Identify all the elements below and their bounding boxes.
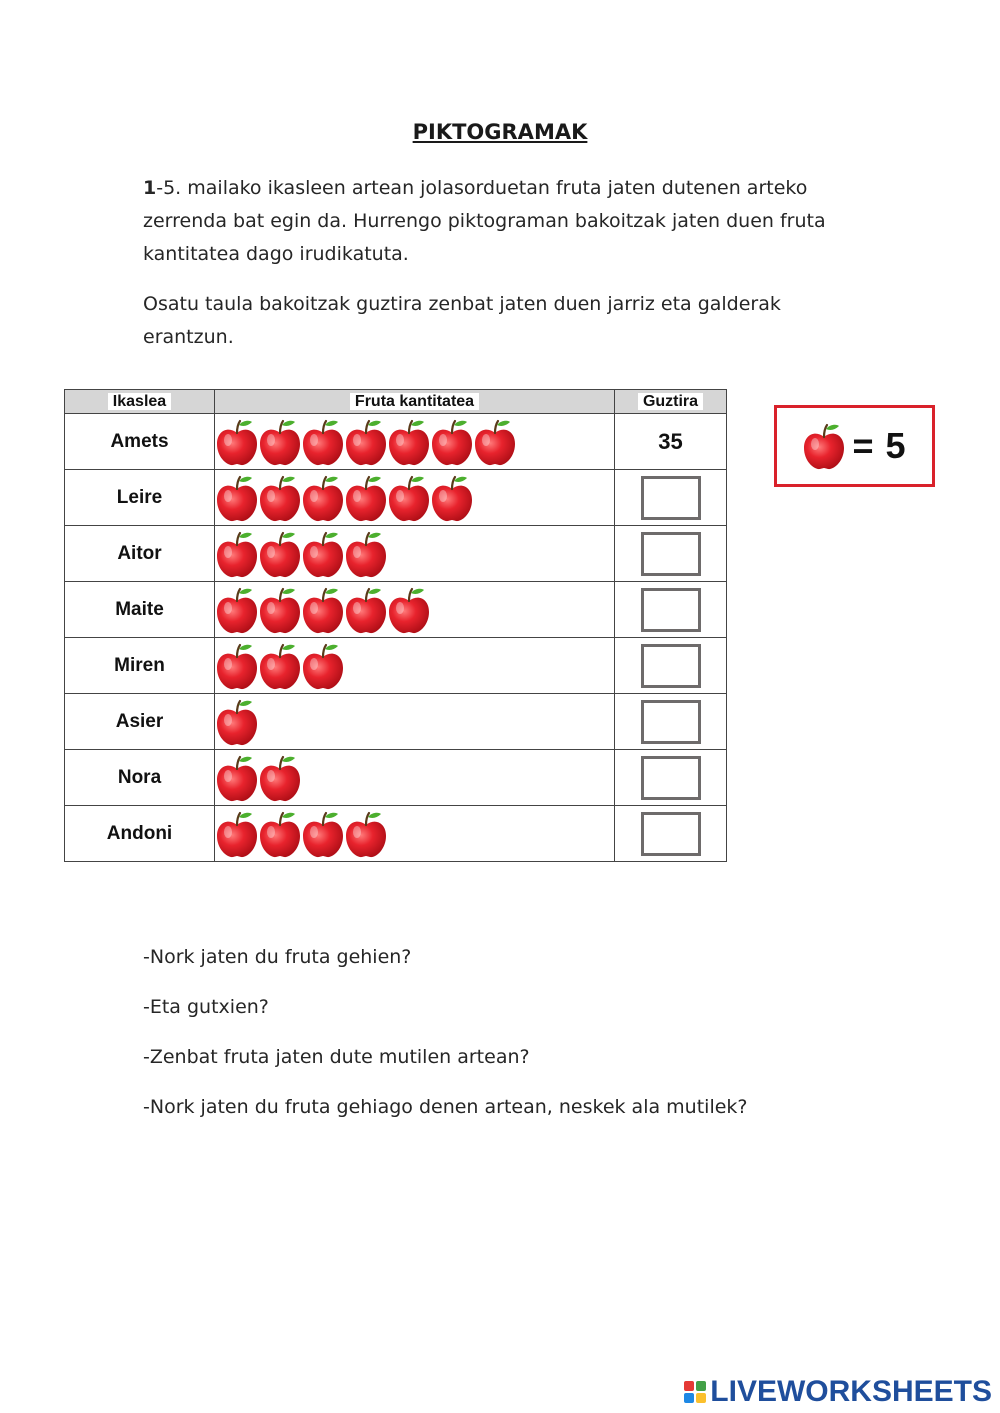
total-cell (615, 694, 727, 750)
header-student: Ikaslea (65, 390, 215, 414)
apple-icon (344, 529, 388, 579)
question-list (143, 940, 748, 1140)
apple-icon (344, 417, 388, 467)
apple-icon (258, 529, 302, 579)
total-answer-input[interactable] (641, 812, 701, 856)
table-row (65, 470, 727, 526)
pictogram-table (64, 389, 727, 862)
apple-icon (344, 585, 388, 635)
liveworksheets-logo (684, 1375, 992, 1409)
fruit-pictogram-cell (215, 750, 615, 806)
total-cell (615, 638, 727, 694)
apple-icon (215, 753, 259, 803)
fruit-pictogram-cell (215, 806, 615, 862)
total-cell (615, 750, 727, 806)
apple-icon (215, 417, 259, 467)
apple-icon (387, 417, 431, 467)
intro-paragraph (143, 172, 843, 271)
fruit-pictogram-cell (215, 638, 615, 694)
apple-icon (258, 753, 302, 803)
intro-text: -5. mailako ikasleen artean jolasorduetan fruta jaten dutenen arteko zerrenda bat egin da. Hurrengo piktograman bakoitzak jaten duen fruta kantitatea dago irudikatuta. (143, 177, 826, 265)
total-answer-input[interactable] (641, 588, 701, 632)
apple-icon (258, 641, 302, 691)
student-name: Aitor (65, 526, 215, 582)
table-row (65, 582, 727, 638)
apple-icon (802, 421, 846, 471)
table-row (65, 638, 727, 694)
total-cell (615, 582, 727, 638)
total-cell (615, 806, 727, 862)
student-name: Miren (65, 638, 215, 694)
apple-icon (301, 473, 345, 523)
question-2: -Eta gutxien? (143, 996, 269, 1018)
table-header-row (65, 390, 727, 414)
total-answer-input[interactable] (641, 644, 701, 688)
fruit-pictogram-cell (215, 526, 615, 582)
student-name: Andoni (65, 806, 215, 862)
fruit-pictogram-cell (215, 414, 615, 470)
apple-icon (215, 809, 259, 859)
total-answer-input[interactable] (641, 756, 701, 800)
fruit-pictogram-cell (215, 582, 615, 638)
student-name: Leire (65, 470, 215, 526)
brand-logo-icon (684, 1381, 706, 1403)
apple-icon (430, 473, 474, 523)
apple-icon (387, 585, 431, 635)
brand-name: LIVEWORKSHEETS (710, 1375, 992, 1408)
student-name: Maite (65, 582, 215, 638)
student-name: Amets (65, 414, 215, 470)
fruit-pictogram-cell (215, 470, 615, 526)
page-title: PIKTOGRAMAK (412, 120, 588, 144)
apple-icon (301, 529, 345, 579)
apple-icon (473, 417, 517, 467)
question-4: -Nork jaten du fruta gehiago denen artean, neskek ala mutilek? (143, 1096, 748, 1118)
apple-icon (301, 809, 345, 859)
apple-icon (344, 809, 388, 859)
total-cell (615, 470, 727, 526)
header-total: Guztira (615, 390, 727, 414)
question-3: -Zenbat fruta jaten dute mutilen artean? (143, 1046, 530, 1068)
legend-key (774, 405, 935, 487)
apple-icon (215, 641, 259, 691)
apple-icon (215, 585, 259, 635)
total-cell (615, 414, 727, 470)
intro-number: 1 (143, 177, 157, 199)
apple-icon (258, 585, 302, 635)
table-row (65, 414, 727, 470)
student-name: Nora (65, 750, 215, 806)
header-fruit-quantity: Fruta kantitatea (215, 390, 615, 414)
apple-icon (258, 417, 302, 467)
total-answer-input[interactable] (641, 700, 701, 744)
apple-icon (387, 473, 431, 523)
apple-icon (258, 809, 302, 859)
apple-icon (301, 417, 345, 467)
student-name: Asier (65, 694, 215, 750)
total-value: 35 (658, 428, 683, 454)
legend-value: = 5 (852, 425, 907, 466)
total-answer-input[interactable] (641, 476, 701, 520)
apple-icon (215, 697, 259, 747)
apple-icon (344, 473, 388, 523)
apple-icon (430, 417, 474, 467)
apple-icon (301, 585, 345, 635)
apple-icon (258, 473, 302, 523)
apple-icon (215, 529, 259, 579)
total-answer-input[interactable] (641, 532, 701, 576)
apple-icon (215, 473, 259, 523)
fruit-pictogram-cell (215, 694, 615, 750)
question-1: -Nork jaten du fruta gehien? (143, 946, 412, 968)
table-row (65, 526, 727, 582)
table-row (65, 750, 727, 806)
table-row (65, 694, 727, 750)
table-row (65, 806, 727, 862)
apple-icon (301, 641, 345, 691)
instruction-paragraph: Osatu taula bakoitzak guztira zenbat jaten duen jarriz eta galderak erantzun. (143, 293, 781, 348)
total-cell (615, 526, 727, 582)
